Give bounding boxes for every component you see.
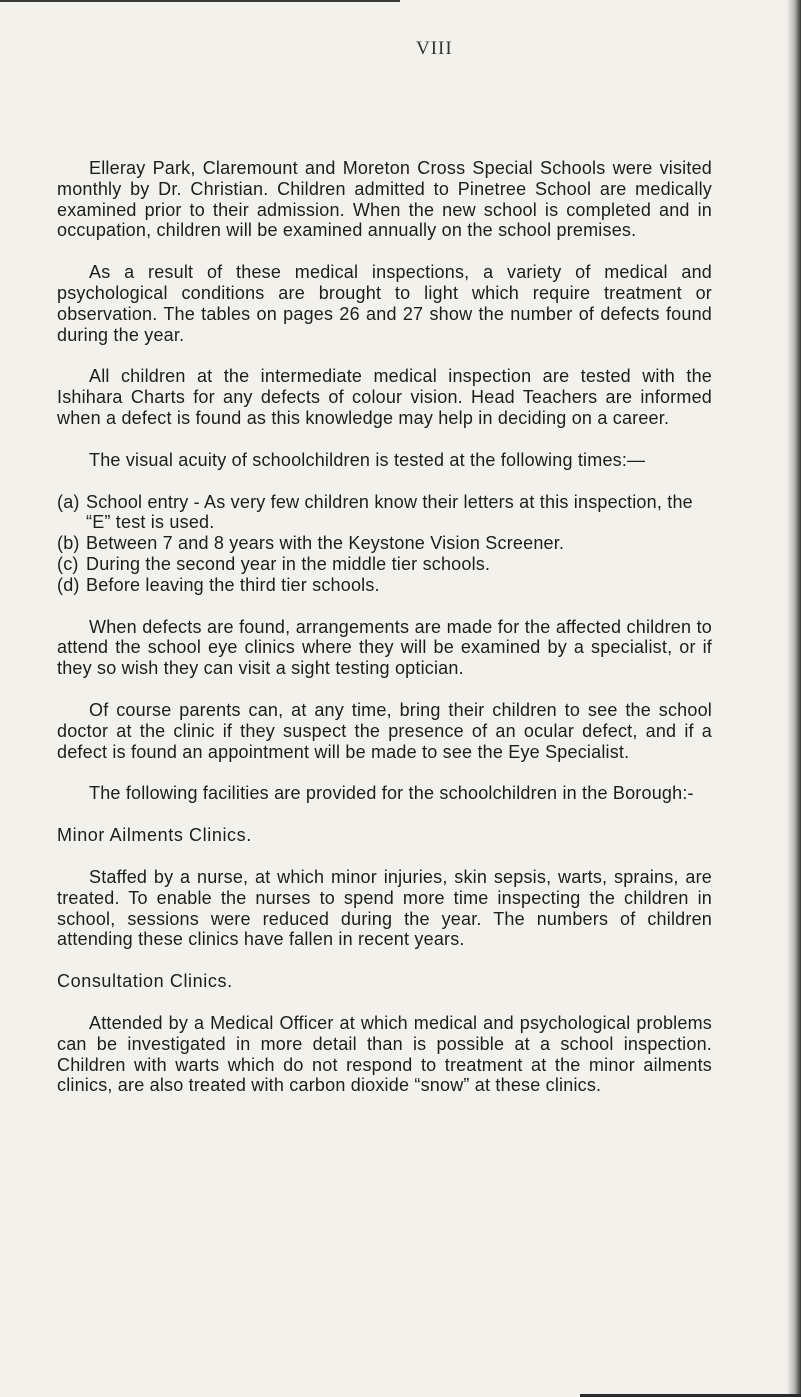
list-item-text: During the second year in the middle tier schools.: [86, 553, 491, 574]
paragraph-colour-vision: All children at the intermediate medical inspection are tested with the Ishihara Charts for any defects of colour vision. Head Teachers are informed when a defect is found as this knowledge may help in deciding on a career.: [57, 366, 712, 428]
paragraph-medical-inspections: As a result of these medical inspections, a variety of medical and psychological conditions are brought to light which require treatment or observation. The tables on pages 26 and 27 show the number of defects found during the year.: [57, 262, 712, 345]
testing-times-list: [57, 492, 712, 596]
paragraph-parents: Of course parents can, at any time, bring their children to see the school doctor at the clinic if they suspect the presence of an ocular defect, and if a defect is found an appointment will be made to see the Eye Specialist.: [57, 699, 712, 762]
top-edge-rule: [0, 0, 400, 2]
paragraph-facilities: The following facilities are provided for the schoolchildren in the Borough:-: [89, 783, 694, 804]
heading-minor-ailments: Minor Ailments Clinics.: [57, 825, 252, 846]
list-item: [57, 575, 712, 596]
list-item-text: School entry - As very few children know their letters at this inspection, the “E” test is used.: [86, 491, 693, 533]
paragraph-visual-acuity: The visual acuity of schoolchildren is tested at the following times:—: [89, 449, 646, 470]
heading-consultation: Consultation Clinics.: [57, 971, 233, 992]
list-item: [57, 533, 712, 554]
paragraph-minor-ailments: Staffed by a nurse, at which minor injuries, skin sepsis, warts, sprains, are treated. To enable the nurses to spend more time inspecting the children in school, sessions were reduced during the year. The numbers of children attending these clinics have fallen in recent years.: [57, 866, 712, 950]
list-marker: (d): [57, 574, 80, 595]
list-marker: (b): [57, 533, 80, 554]
list-item: [57, 492, 712, 534]
page-edge-shadow: [787, 0, 801, 1397]
paragraph-special-schools: Elleray Park, Claremount and Moreton Cross Special Schools were visited monthly by Dr. Christian. Children admitted to Pinetree School are medically examined prior to their admission. When the new school is completed and in occupation, children will be examined annually on the school premises.: [57, 158, 712, 241]
list-item-text: Between 7 and 8 years with the Keystone Vision Screener.: [86, 533, 565, 554]
paragraph-eye-clinics: When defects are found, arrangements are made for the affected children to attend the school eye clinics where they will be examined by a specialist, or if they so wish they can visit a sight testing optician.: [57, 616, 712, 679]
body-text: [57, 158, 712, 1117]
list-marker: (a): [57, 491, 80, 512]
paragraph-consultation: Attended by a Medical Officer at which medical and psychological problems can be investigated in more detail than is possible at a school inspection. Children with warts which do not respond to treatment at the minor ailments clinics, are also treated with carbon dioxide “snow” at these clinics.: [57, 1012, 712, 1096]
list-item-text: Before leaving the third tier schools.: [86, 574, 380, 595]
page-number: VIII: [416, 38, 453, 59]
list-marker: (c): [57, 553, 79, 574]
list-item: [57, 554, 712, 575]
